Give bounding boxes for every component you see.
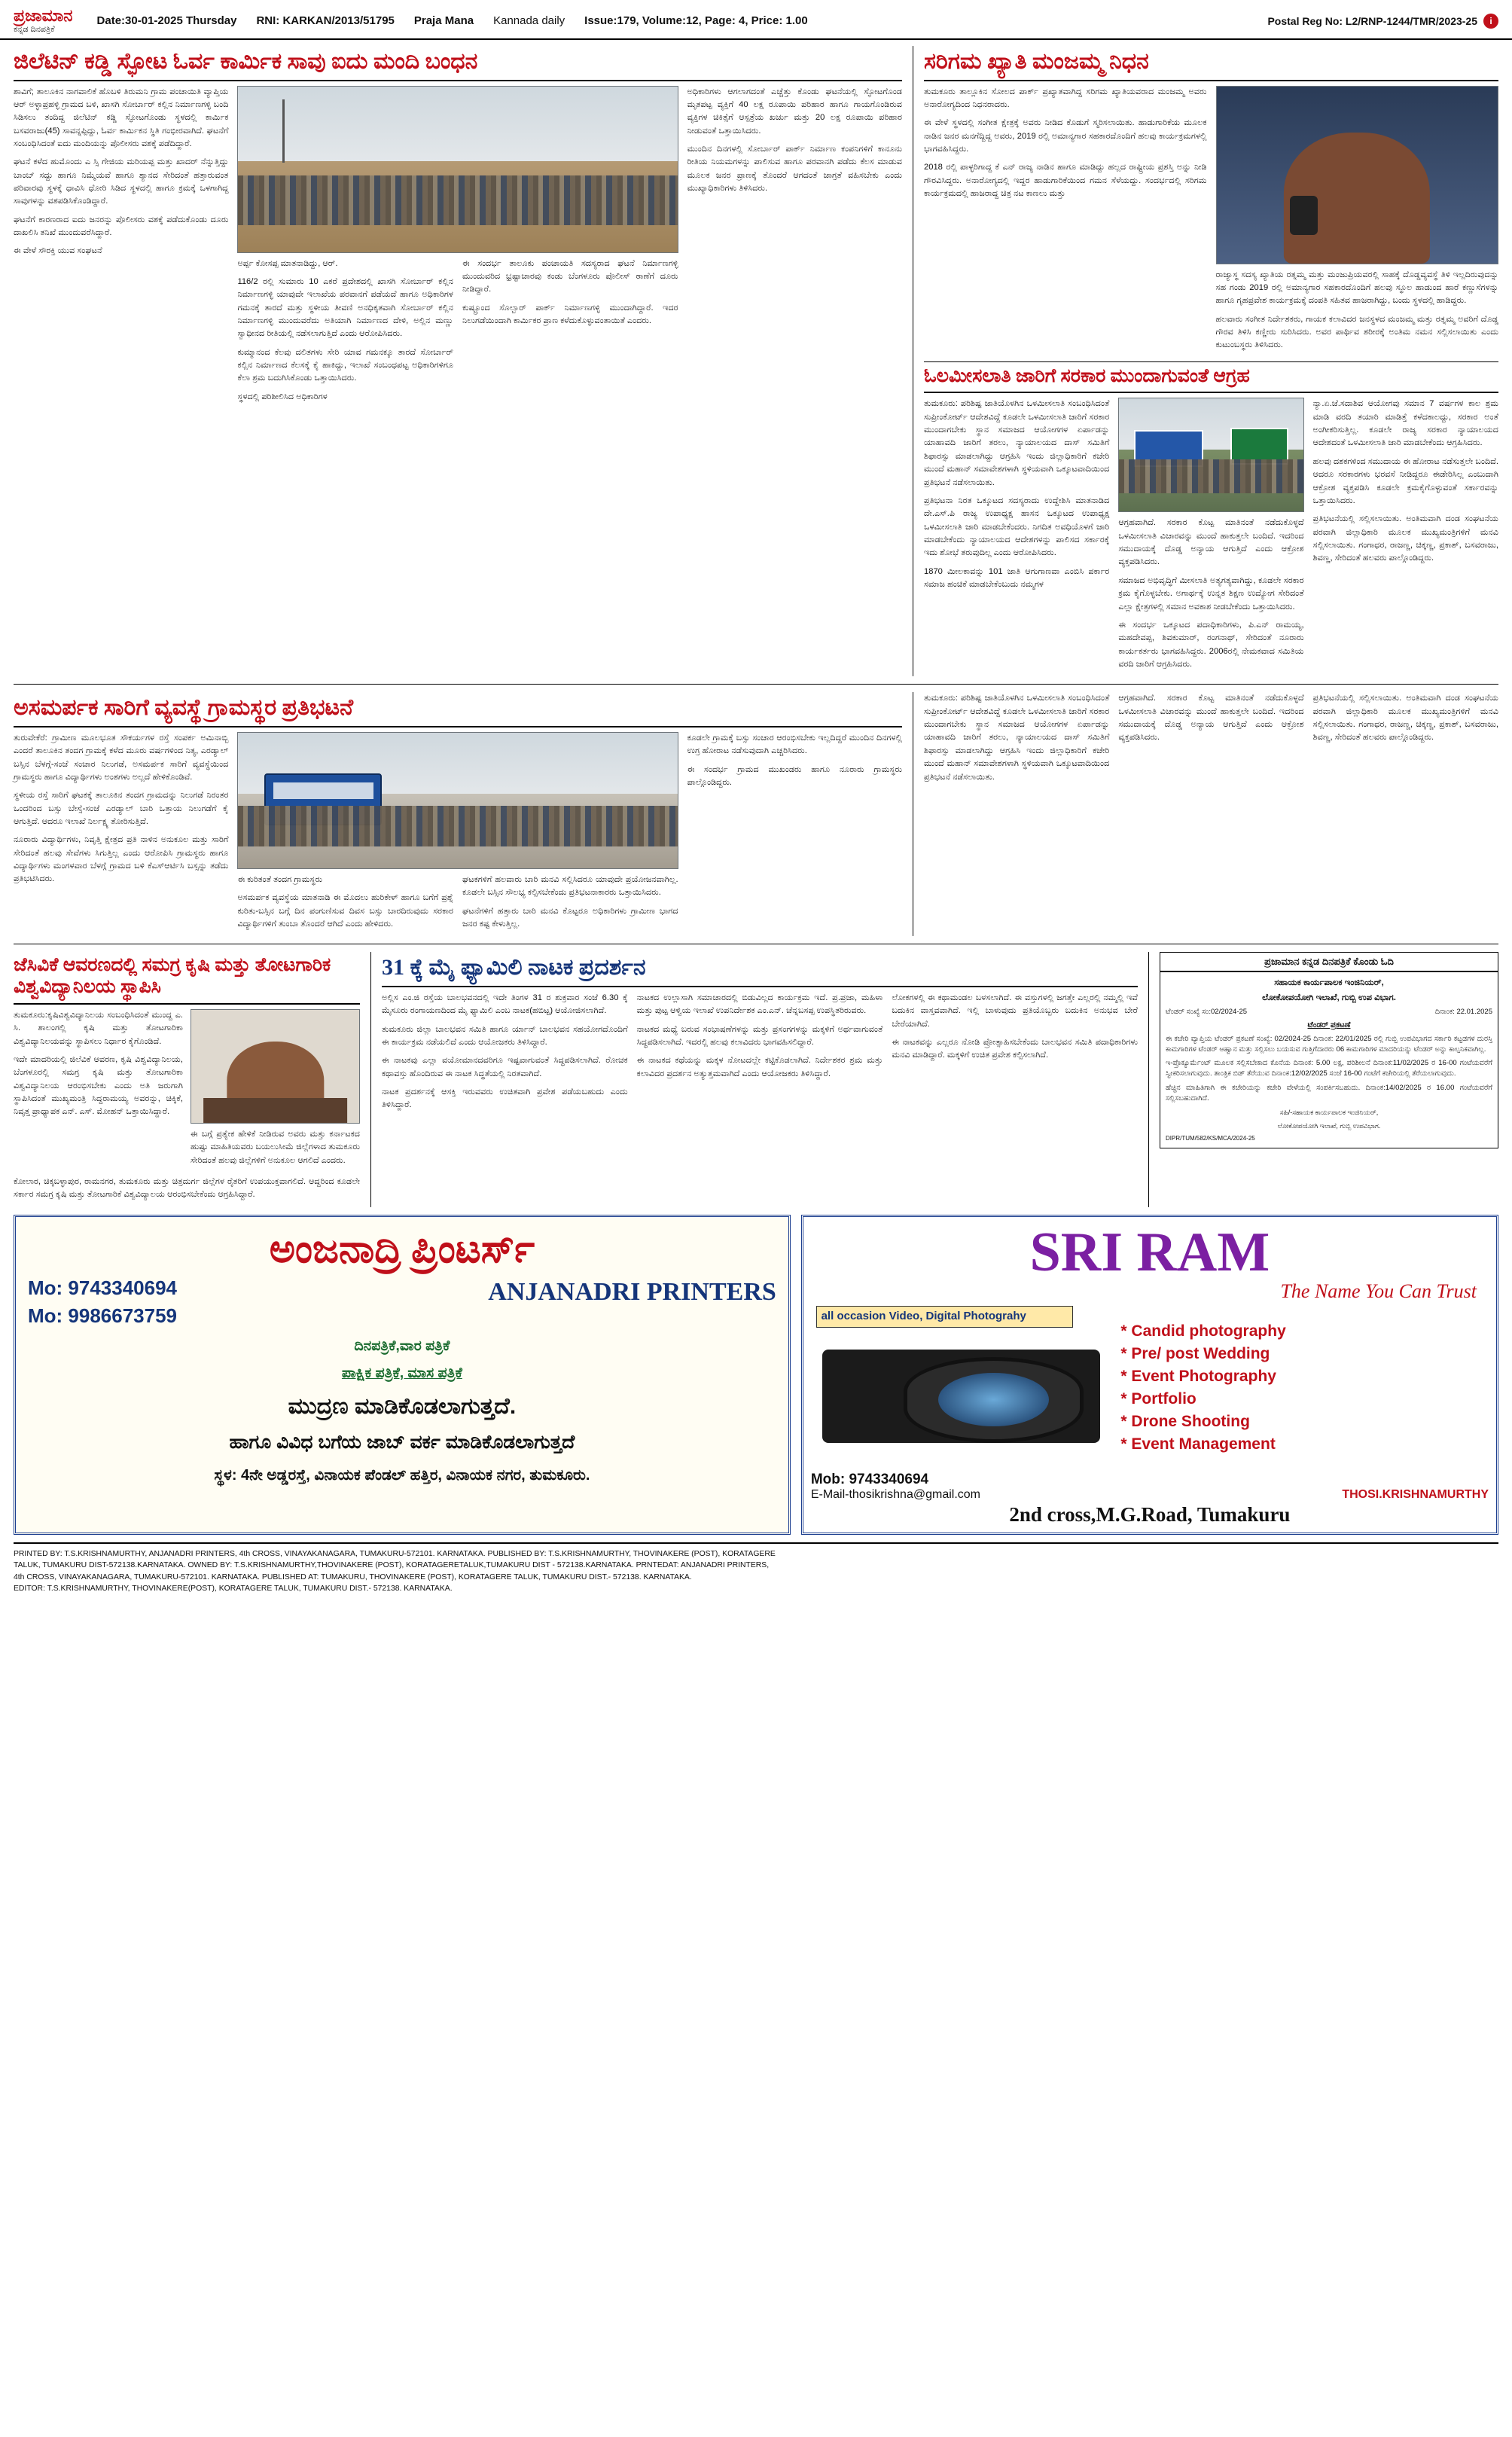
ad-sriram-service-item: * Event Photography	[1120, 1367, 1276, 1385]
oli-para: ಸಮಾಜದ ಅಭಿವೃದ್ಧಿಗೆ ಮೀಸಲಾತಿ ಅತ್ಯಗತ್ಯವಾಗಿದ್ದು, ಕೂಡಲೇ ಸರಕಾರ ಕ್ರಮ ಕೈಗೊಳ್ಳಬೇಕು. ಅಗಾರ್ಥಕ್ಕೆ ಉನ್ನತ ಶಿಕ್ಷಣ ಉದ್ಯೋಗ ಸೇರಿದಂತೆ ಎಲ್ಲಾ ಕ್ಷೇತ್ರಗಳಲ್ಲಿ ಸಮಾನ ಅವಕಾಶ ನೀಡಬೇಕೆಂದು ಒತ್ತಾಯಿಸಿದರು.	[1118, 575, 1304, 612]
notice-sign-line2: ಲೋಕೋಪಯೋಗಿ ಇಲಾಖೆ, ಗುಬ್ಬಿ ಉಪವಿಭಾಗ.	[1277, 1122, 1381, 1130]
transport-headline: ಅಸಮರ್ಪಕ ಸಾರಿಗೆ ವ್ಯವಸ್ಥೆ ಗ್ರಾಮಸ್ಥರ ಪ್ರತಿಭಟನೆ	[14, 695, 354, 721]
masthead-logo-subtitle: ಕನ್ನಡ ದಿನಪತ್ರಿಕೆ	[14, 25, 55, 34]
lead-caption-1: ಅರ್ಪ್ಪ ಕೋಸಪ್ಪ ಮಾತನಾಡಿದ್ದು, ಆರ್.	[237, 258, 338, 268]
transport-photo	[237, 732, 678, 869]
lead-para: ಈ ವೇಳೆ ಸೌರಕ್ತಿ ಯುವ ಸಂಘಟನೆ	[14, 246, 102, 256]
oli-para: ಆಗ್ರಹವಾಗಿದೆ. ಸರಕಾರ ಕೊಟ್ಟ ಮಾತಿನಂತೆ ನಡೆದುಕೊಳ್ಳದೆ ಒಳಮೀಸಲಾತಿ ವಿಚಾರವನ್ನು ಮುಂದೆ ಹಾಕುತ್ತಲೇ ಬಂದಿದೆ. ಇದರಿಂದ ಸಮುದಾಯಕ್ಕೆ ದೊಡ್ಡ ಅನ್ಯಾಯ ಆಗುತ್ತಿದೆ ಎಂದು ಆಕ್ರೋಶ ವ್ಯಕ್ತಪಡಿಸಿದರು.	[1118, 694, 1304, 743]
drama-story	[382, 952, 1138, 1206]
notice-date: ದಿನಾಂಕ: 22.01.2025	[1434, 1007, 1492, 1016]
notice-para: ಈ ಕಚೇರಿ ವ್ಯಾಪ್ತಿಯ ಟೆಂಡರ್ ಪ್ರಕಟಣೆ ಸಂಖ್ಯೆ: 02/2024-25 ದಿನಾಂಕ: 22/01/2025 ರಲ್ಲಿ ಗುಬ್ಬಿ ಉಪವಿಭಾಗದ ಸರ್ಕಾರಿ ಕಟ್ಟಡಗಳ ದುರಸ್ತಿ ಕಾಮಗಾರಿಗಳ ಟೆಂಡರ್ ಆಹ್ವಾನ ಮತ್ತು ಸಲ್ಲಿಸಲು ಬಯಸುವ ಗುತ್ತಿಗೆದಾರರು 06 ಕಾಮಗಾರಿಗಳ ಮಾದರಿಯನ್ನು ಟೆಂಡರ್ ಅನ್ನು ಕಾಲ್ಪನಿಕವಾಗಿಲ್ಲ.	[1166, 1034, 1492, 1054]
oli-para: ಪ್ರತಿಭಟನೆಯಲ್ಲಿ ಸಲ್ಲಿಸಲಾಯಿತು. ಅಂತಿಮವಾಗಿ ದಂಡ ಸಂಘಟನೆಯ ಪರವಾಗಿ ಜಿಲ್ಲಾಧಿಕಾರಿ ಮೂಲಕ ಮುಖ್ಯಮಂತ್ರಿಗಳಿಗೆ ಮನವಿ ಸಲ್ಲಿಸಲಾಯಿತು. ಗಂಗಾಧರ, ರಾಜಣ್ಣ, ಚಿಕ್ಕಣ್ಣ, ಪ್ರಕಾಶ್, ಬಸವರಾಜು, ಶಿವಣ್ಣ, ಸೇರಿದಂತೆ ಹಲವರು ಪಾಲ್ಗೊಂಡಿದ್ದರು.	[1312, 514, 1498, 563]
drama-para: ನಾಟಕ ಪ್ರದರ್ಶನಕ್ಕೆ ಆಸಕ್ತಿ ಇರುವವರು ಉಚಿತವಾಗಿ ಪ್ರವೇಶ ಪಡೆಯಬಹುದು ಎಂದು ತಿಳಿಸಿದ್ದಾರೆ.	[382, 1087, 628, 1110]
lower-row	[14, 952, 1498, 1206]
masthead-postal: Postal Reg No: L2/RNP-1244/TMR/2023-25	[1267, 14, 1477, 27]
oli-story-continued	[924, 692, 1498, 936]
ad-anjanadri-mobile-1: Mo: 9743340694	[28, 1276, 178, 1300]
lead-col-3	[687, 86, 902, 410]
drama-headline: 31 ಕ್ಕೆ ಮೈ ಫ್ಯಾಮಿಲಿ ನಾಟಕ ಪ್ರದರ್ಶನ	[382, 955, 646, 981]
ad-sriram-camera-area	[803, 1303, 1120, 1470]
ad-anjanadri-service-1: ದಿನಪತ್ರಿಕೆ,ವಾರ ಪತ್ರಿಕೆ	[354, 1338, 450, 1355]
transport-para: ನೂರಾರು ವಿದ್ಯಾರ್ಥಿಗಳು, ನಿವೃತ್ತಿ ಕ್ಷೇತ್ರದ ಪ್ರತಿ ನಾಳಿನ ಅನುಕೂಲ ಮತ್ತು ಸಾರಿಗೆ ಸೇರಿದಂತೆ ಹಲವು ಸೇವೆಗಳು ಸಿಗುತ್ತಿಲ್ಲ ಎಂದು ಆರೋಪಿಸಿ ಗ್ರಾಮಸ್ಥರು ಹಾಗೂ ವಿದ್ಯಾರ್ಥಿಗಳು ಮಂಗಳವಾರ ಬೆಳಗ್ಗೆ ಗ್ರಾಮದ ಬಳಿ ಕೆಎಸ್ಆರ್ಟಿಸಿ ಬಸ್ಸನ್ನು ತಡೆದು ಪ್ರತಿಭಟಿಸಿದರು.	[14, 835, 229, 884]
transport-para: ಘಟನೆಗಳಿಗೆ ಹತ್ತಾರು ಬಾರಿ ಮನವಿ ಕೊಟ್ಟರೂ ಅಧಿಕಾರಿಗಳು ಗ್ರಾಮೀಣ ಭಾಗದ ಜನರ ಕಷ್ಟ ಕೇಳುತ್ತಿಲ್ಲ.	[462, 906, 678, 929]
ad-sriram-mobile: Mob: 9743340694	[810, 1471, 929, 1487]
drama-para: ಈ ನಾಟಕವನ್ನು ಎಲ್ಲರೂ ನೋಡಿ ಪ್ರೋತ್ಸಾಹಿಸಬೇಕೆಂದು ಬಾಲಭವನ ಸಮಿತಿ ಪದಾಧಿಕಾರಿಗಳು ಮನವಿ ಮಾಡಿದ್ದಾರೆ. ಮಕ್ಕಳಿಗೆ ಉಚಿತ ಪ್ರವೇಶ ಕಲ್ಪಿಸಲಾಗಿದೆ.	[892, 1037, 1139, 1060]
info-icon: i	[1483, 14, 1498, 29]
lead-para: ಕುಮ್ಮಾನಂದ ಕೆಲವು ದಲಿತಗಳು ಸೇರಿ ಯಾವ ಗಮನಕ್ಕೂ ತಾರದೆ ಸೋರ್ಬಾರ್ ಕಲ್ಲಿನ ನಿರ್ಮಾಣದ ಕೆಲಸಕ್ಕೆ ಕೈ ಹಾಕಿದ್ದು, ಇಲಾಖೆ ಸಂಬಂಧಪಟ್ಟ ಅಧಿಕಾರಿಗಳಿಗೂ ಕೆಲಾ ಶ್ರಮ ಬದುಗಿಸಿಕೊಂಡು ಒತ್ತಾಯಿಸಿದರು.	[237, 347, 454, 383]
agri-col-1	[14, 1009, 183, 1173]
ad-anjanadri-mobile-2: Mo: 9986673759	[28, 1304, 178, 1328]
oli-para: ಹಲವು ದಶಕಗಳಿಂದ ಸಮುದಾಯ ಈ ಹೋರಾಟ ನಡೆಸುತ್ತಲೇ ಬಂದಿದೆ. ಆದರೂ ಸರಕಾರಗಳು ಭರವಸೆ ನೀಡಿದ್ದರೂ ಈಡೇರಿಸಿಲ್ಲ ಎಂಬುದಾಗಿ ಆಕ್ರೋಶ ವ್ಯಕ್ತಪಡಿಸಿ ಕೂಡಲೇ ಕ್ರಮಕೈಗೊಳ್ಳುವಂತೆ ಸರ್ಕಾರವನ್ನು ಒತ್ತಾಯಿಸಿದರು.	[1312, 456, 1498, 505]
lead-para: ಮುಂದಿನ ದಿನಗಳಲ್ಲಿ ಸೋರ್ಬಾರ್ ಪಾರ್ಕ್ ನಿರ್ಮಾಣ ಕಂಪನಿಗಳಿಗೆ ಕಾನೂನು ರೀತಿಯ ನಿಯಮಗಳನ್ನು ಪಾಲಿಸುವ ಹಾಗೂ ಪರವಾನಗಿ ಪಡೆದು ಕೆಲಸ ಮಾಡುವ ಮೂಲಕ ಜನರ ಪ್ರಾಣಕ್ಕೆ ತೊಂದರೆ ಆಗದಂತೆ ಜಾಗ್ರತೆ ವಹಿಸಬೇಕು ಎಂದು ಮುಖ್ಯಾಧಿಕಾರಿಗಳು ತಿಳಿಸಿದರು.	[687, 144, 903, 194]
ad-anjanadri-service-3: ಮುದ್ರಣ ಮಾಡಿಕೊಡಲಾಗುತ್ತದೆ.	[288, 1394, 517, 1420]
masthead-logo	[14, 8, 73, 34]
top-row	[14, 46, 1498, 676]
notice-promo-header: ಪ್ರಜಾಮಾನ ಕನ್ನಡ ದಿನಪತ್ರಿಕೆ ಕೊಂಡು ಓದಿ	[1160, 952, 1498, 971]
oli-headline: ಓಲಮೀಸಲಾತಿ ಜಾರಿಗೆ ಸರಕಾರ ಮುಂದಾಗುವಂತೆ ಆಗ್ರಹ	[924, 365, 1250, 386]
ad-anjanadri-english-name: ANJANADRI PRINTERS	[488, 1278, 776, 1307]
lead-para: 116/2 ರಲ್ಲಿ ಸುಮಾರು 10 ಎಕರೆ ಪ್ರದೇಶದಲ್ಲಿ ಖಾಸಗಿ ಸೋರ್ಬಾರ್ ಕಲ್ಲಿನ ನಿರ್ಮಾಣಗಳ್ಳಿ ಯಾವುದೇ ಇಲಾಖೆಯ ಪರವಾನಗೆ ಪಡೆಯದೆ ಹಾಗೂ ಅಧಿಕಾರಿಗಳ ಗಮನಕ್ಕೆ ತಾರದೆ ಮತ್ತು ಸ್ಥಳೀಯ ತೀವಣಿ ಅನಧಿಕೃತವಾಗಿ ಸೋರ್ಬಾರ್ ಕಲ್ಲಿನ ನಿರ್ಮಾಣಗಳ್ಳಿ ಮುಂದುವರೆದು ಅತಿಯಾಗಿ ನಿರ್ಮಾಣದ ದೇಳಿ, ಅಲ್ಲಿನ ಮಣ್ಣು ಸ್ವಾಧೀನದ ರೀತಿಯಲ್ಲಿ ನಡೆಸಲಾಗುತ್ತಿದೆ ಎಂದು ಆರೋಪಿಸಿದರು.	[237, 276, 454, 339]
footer-line-3: 4th CROSS, VINAYAKANAGARA, TUMAKURU-572101. KARNATAKA. PUBLISHED AT: TUMAKURU, THOVINAKERE (POST), KORATAGERE TALUK, TUMAKURU DIST.- 572138. KARNATAKA.	[14, 1572, 692, 1581]
tender-notice	[1160, 952, 1498, 1206]
oli-cont-col-3	[1313, 692, 1498, 789]
transport-story	[14, 692, 902, 936]
footer-line-4: EDITOR: T.S.KRISHNAMURTHY, THOVINAKERE(POST), KORATAGERE TALUK, TUMAKURU DIST.- 572138. KARNATAKA.	[14, 1585, 453, 1594]
oli-cont-col-1	[924, 692, 1109, 789]
singer-story	[924, 46, 1498, 676]
drama-para: ನಾಟಕದ ಮಧ್ಯೆ ಬರುವ ಸಂಭಾಷಣೆಗಳನ್ನು ಮತ್ತು ಪ್ರಸಂಗಗಳನ್ನು ಮಕ್ಕಳಿಗೆ ಅರ್ಥವಾಗುವಂತೆ ಸಿದ್ಧಪಡಿಸಲಾಗಿದೆ. ಇದರಲ್ಲಿ ಹಲವು ಕಲಾವಿದರು ಭಾಗವಹಿಸಲಿದ್ದಾರೆ.	[636, 1024, 883, 1047]
oli-col-2	[1118, 398, 1303, 676]
singer-headline: ಸರಿಗಮ ಖ್ಯಾತಿ ಮಂಜಮ್ಮ ನಿಧನ	[924, 49, 1149, 74]
singer-col-2	[1216, 86, 1499, 358]
drama-para: ನಾಟಕದ ಉಲ್ಲಾಸಾಗಿ ಸಮಾಚಾರದಲ್ಲಿ ಬಿಡುವಿಲ್ಲದ ಕಾರ್ಯಕ್ರಮ ಇದೆ. ಪ್ರ.ಪ್ರಜಾ, ಮಹಿಳಾ ಮತ್ತು ಪುಟ್ಟ ಆಳ್ವಿಯ ಇಲಾಖೆ ಉಪನಿರ್ದೇಶಕ ಎಂ.ಎನ್. ಚೆನ್ನಬಸಪ್ಪ ಉಪಸ್ಥಿತರಿರುವರು.	[636, 993, 883, 1016]
transport-para: ತುರುವೇಕೆರೆ: ಗ್ರಾಮೀಣ ಮೂಲಭೂತ ಸೌಕರ್ಯಗಳ ರಸ್ತೆ ಸಂಪರ್ಕ ಅಮಿನಾಬ್ಬಿ ಎಂದರೆ ತಾಲೂಕಿನ ತಂದಗ ಗ್ರಾಮಕ್ಕೆ ಕಳೆದ ಮೂರು ವರ್ಷಗಳಿಂದ ನಿತ್ಯ, ಎರಡ್ಯಾಲ್ ಬಸ್ಸಿನ ಬೆಳಗ್ಗೆ-ಸಂಜೆ ಸಂಚಾರ ನಿಲುಗಡೆ, ಅಸಮರ್ಪಕ ಸಾರಿಗೆ ವ್ಯವಸ್ಥೆಯಿಂದ ಗ್ರಾಮಸ್ಥರು ಹಾಗೂ ವಿದ್ಯಾರ್ಥಿಗಳು ಅಂಶಗಳು ಅಲ್ಲದೆ ಹೇಳಿಕೊಂಡಿವೆ.	[14, 733, 229, 782]
transport-para: ಘಟಕಗಳಿಗೆ ಹಲವಾರು ಬಾರಿ ಮನವಿ ಸಲ್ಲಿಸಿದರೂ ಯಾವುದೇ ಪ್ರಯೋಜನವಾಗಿಲ್ಲ. ಕೂಡಲೇ ಬಸ್ಸಿನ ಸೌಲಭ್ಯ ಕಲ್ಪಿಸಬೇಕೆಂದು ಪ್ರತಿಭಟನಾಕಾರರು ಒತ್ತಾಯಿಸಿದರು.	[462, 874, 678, 898]
footer-line-2: TALUK, TUMAKURU DIST-572138.KARNATAKA. OWNED BY: T.S.KRISHNAMURTHY,THOVINAKERE (POST), KORATAGERETALUK,TUMAKURU DIST - 572138.KARNATAKA. PRNTEDAT: ANJANADRI PRINTERS,	[14, 1561, 770, 1570]
oli-para: ಈ ಸಂದರ್ಭ ಒಕ್ಕೂಟದ ಪದಾಧಿಕಾರಿಗಳು, ಪಿ.ಎನ್ ರಾಮಯ್ಯ, ಮಹದೇವಪ್ಪ, ಶಿವಕುಮಾರ್, ರಂಗನಾಥ್, ಸೇರಿದಂತೆ ನೂರಾರು ಕಾರ್ಯಕರ್ತರು ಭಾಗವಹಿಸಿದ್ದರು. 2006ರಲ್ಲಿ ನೇಮಕವಾದ ಸಮಿತಿಯ ವರದಿ ಜಾರಿಗೆ ಆಗ್ರಹಿಸಿದರು.	[1118, 620, 1304, 669]
page-body	[0, 40, 1512, 1207]
transport-para: ಅಸಮರ್ಪಕ ವ್ಯವಸ್ಥೆಯ ಮಾತನಾಡಿ ಈ ಮೊದಲು ಹುರಿಕೇಳ್ ಹಾಗೂ ಬಗೆಗೆ ಪ್ರಶ್ನೆ ಕುರಿತು-ಬಸ್ಸಿನ ಬಗ್ಗೆ ದಿನ ಪಂಗುಣಿಸುವ ದಿವಸ ಬಸ್ಸು ಬಾರದಿರುವುದು ಸರಕಾರ ವಿದ್ಯಾರ್ಥಿಗಳಿಗೆ ತುಂಬಾ ತೊಂದರೆ ಆಗಿದೆ ಎಂದು ಹೇಳಿದರು.	[237, 893, 454, 929]
lead-story	[14, 46, 902, 676]
ad-sri-ram-photography[interactable]	[801, 1215, 1498, 1535]
advertisement-row	[0, 1207, 1512, 1535]
transport-col-1	[14, 732, 228, 936]
singer-photo	[1216, 86, 1499, 264]
notice-para: ಹೆಚ್ಚಿನ ಮಾಹಿತಿಗಾಗಿ ಈ ಕಚೇರಿಯನ್ನು ಕಚೇರಿ ವೇಳೆಯಲ್ಲಿ ಸಂಪರ್ಕಿಸಬಹುದು. ದಿನಾಂಕ:14/02/2025 ರ 16.00 ಗಂಟೆಯವರೆಗೆ ಸಲ್ಲಿಸಬಹುದಾಗಿದೆ.	[1166, 1084, 1492, 1103]
singer-para: 2018 ರಲ್ಲಿ ಪಾಳ್ಳರಿಗಾದ್ದ ಕೆ ಎನ್ ರಾಜ್ಯ ನಾಡಿನ ಹಾಗೂ ಮಾಡಿದ್ದು ಹಲ್ಲದ ರಾಷ್ಟ್ರೀಯ ಪ್ರಶಸ್ತಿ ಅನ್ನು ನೀಡಿ ಗೌರವಿಸಿದ್ದರು. ಅನಾರೋಗ್ಯದಲ್ಲಿ ಇದ್ದರ ಹಾಡುಗಾರಿಕೆಯಿಂದ ಗಮನ ಸೆಳೆಯದ್ದು. ಸಂದರ್ಭದಲ್ಲಿ ಸರಿಗಮ ಕಾರ್ಯಕ್ರಮದಲ್ಲಿ ಹಾಜರಾದ್ದ ಚಿತ್ರ ನಟ ಕಾಣಲು ಮತ್ತು	[924, 163, 1207, 199]
notice-office-line2: ಲೋಕೋಪಯೋಗಿ ಇಲಾಖೆ, ಗುಬ್ಬಿ ಉಪ ವಿಭಾಗ.	[1262, 993, 1396, 1002]
lead-photo	[237, 86, 678, 253]
oli-para: ತುಮಕೂರು: ಪರಿಶಿಷ್ಟ ಜಾತಿಯೊಳಗಿನ ಒಳಮೀಸಲಾತಿ ಸಂಬಂಧಿಸಿದಂತೆ ಸುಪ್ರೀಂಕೋರ್ಟ್ ಆದೇಶವಿದ್ದೆ ಕೂಡಲೇ ಒಳಮೀಸಲಾತಿ ಜಾರಿಗೆ ಸರಕಾರ ಮುಂದಾಗಬೇಕು ಸ್ಥಾನ ಸಮಾಜದ ಆಯೋಗಗಳ ಏರ್ಪಾಡನ್ನು ಯಾಹಾವದಿ ಜಾರಿಗೆ ತರಲು, ನ್ಯಾಯಾಲಯದ ದಾಸ್ ಸಮಿತಿಗೆ ಶಿಫಾರಸ್ಸು ಮಾಡಲಾಗಿದ್ದು ಆಗ್ರಹಿಸಿ ಇಂದು ಜಿಲ್ಲಾಧಿಕಾರಿಗೆ ಕಚೇರಿ ಮುಂದೆ ಮಹಾನ್ ಸಮಾವೇಶಗಳಾಗಿ ಸ್ಥಳಿಯವಾಗಿ ಒಕ್ಕೂಟವಾದಿಯಿಂದ ಪ್ರತಿಭಟನೆ ನಡೆಸಲಾಯಿತು.	[924, 694, 1110, 782]
agri-photo	[191, 1009, 360, 1124]
transport-col-2	[237, 732, 678, 936]
ad-sriram-services	[1119, 1315, 1496, 1458]
lead-caption-2: ಸ್ಥಳದಲ್ಲಿ ಪರಿಶೀಲಿಸಿದ ಅಧಿಕಾರಿಗಳ	[237, 392, 328, 401]
agri-para: ಈ ಬಗ್ಗೆ ಪ್ರತ್ಯೇಕ ಹೇಳಿಕೆ ನೀಡಿರುವ ಅವರು ಮತ್ತು ಕರ್ನಾಟಕದ ಹುಷ್ಟು ಮಾಹಿತಿಯವರು ಬಯಲುಸೀಮೆ ಜಿಲ್ಲೆಗಳಾದ ತುಮಕೂರು ಸೇರಿದಂತೆ ಹಲವು ಜಿಲ್ಲೆಗಳಿಗೆ ಅನುಕೂಲ ಆಗಲಿದೆ ಎಂದರು.	[191, 1129, 360, 1165]
drama-para: ಈ ನಾಟಕದ ಕಥೆಯನ್ನು ಮಕ್ಕಳ ನೋಟದಲ್ಲೇ ಕಟ್ಟಿಕೊಡಲಾಗಿದೆ. ನಿರ್ದೇಶಕರ ಶ್ರಮ ಮತ್ತು ಕಲಾವಿದರ ಪ್ರದರ್ಶನ ಅತ್ಯುತ್ತಮವಾಗಿದೆ ಎಂದು ಆಯೋಜಕರು ತಿಳಿಸಿದ್ದಾರೆ.	[636, 1056, 883, 1078]
transport-para: ಸ್ಥಳೀಯ ರಸ್ತೆ ಸಾರಿಗೆ ಘಟಕಕ್ಕೆ ತಾಲೂಕಿನ ತಂದಗ ಗ್ರಾಮದನ್ನು ನಿಲುಗಡೆ ನಿರಂತರ ಒಂದರಿಂದ ಬಸ್ಸು ಬೇಸ್ಸೆ-ಸಂಜೆ ಎರಡ್ಯಾಲ್ ಬಾರಿ ಒತ್ತಾಯ ನಿಲುಗಡೆಗೆ ಕೈ ಆಗುತ್ತಿದೆ. ಆದರೂ ಇಲಾಖೆ ನಿರ್ಲಕ್ಷ್ಯ ತೋರಿಸುತ್ತಿದೆ.	[14, 791, 229, 827]
lead-para: ಘಟನೆ ಕಳೆದ ಹುಮೊಂದು ಎ ಸ್ಸಿ ಗೇಜಿಯ ಮರಿಯಪ್ಪ ಮತ್ತು ಖಾದರ್ ನೆನ್ನುತ್ತಿದ್ದು ಬಾಂಬ್ ಸದ್ದು ಹಾಗೂ ನಿಮ್ಮೆಯವೆ ಹಾಗೂ ಶ್ಯಾನದ ಸೇರಿದಂತೆ ಹತ್ತಾರುವಂತ ಪರಿವಾರವು ಸ್ಥಳಕ್ಕೆ ಧಾವಿಸಿ ಧೋರಿ ಸಿಡಿದ ಸ್ಥಳದಲ್ಲಿ ಹಾಗೂ ಕ್ರಮಕ್ಕೆ ಒಳಗಾಗಿದ್ದ ಸಾವುಗಳನ್ನು ವಶಪಡಿಸಿಕೊಂಡಿದ್ದಾರೆ.	[14, 157, 229, 206]
notice-para: ಇ-ಪ್ರೊಕ್ಯೂರ್ಮೆಂಟ್ ಮೂಲಕ ಸಲ್ಲಿಸಬೇಕಾದ ಕೊನೆಯ ದಿನಾಂಕ: 5.00 ಲಕ್ಷ, ಪರಿಶೀಲನೆ ದಿನಾಂಕ:11/02/2025 ರ 16-00 ಗಂಟೆಯವರೆಗೆ ಸ್ವೀಕರಿಸಲಾಗುವುದು. ತಾಂತ್ರಿಕ ಬಿಡ್ ತೆರೆಯುವ ದಿನಾಂಕ:12/02/2025 ಸಂಜೆ 16-00 ಗಂಟೆಗೆ ಕಚೇರಿಯಲ್ಲಿ ತೆರೆಯಲಾಗುವುದು.	[1166, 1059, 1492, 1078]
column-divider	[370, 952, 371, 1206]
footer-line-1: PRINTED BY: T.S.KRISHNAMURTHY, ANJANADRI PRINTERS, 4th CROSS, VINAYAKANAGARA, TUMAKURU-572101. KARNATAKA. PUBLISHED BY: T.S.KRISHNAMURTHY, THOVINAKERE (POST), KORATAGERE	[14, 1549, 776, 1558]
ad-anjanadri-service-4: ಹಾಗೂ ವಿವಿಧ ಬಗೆಯ ಜಾಬ್ ವರ್ಕ ಮಾಡಿಕೊಡಲಾಗುತ್ತದೆ	[229, 1432, 575, 1453]
notice-body	[1160, 971, 1498, 1148]
footer-imprint	[14, 1542, 1498, 1606]
ad-sriram-tagline: The Name You Can Trust	[1280, 1280, 1477, 1302]
ad-anjanadri-service-2: ಪಾಕ್ಷಿಕ ಪತ್ರಿಕೆ, ಮಾಸ ಪತ್ರಿಕೆ	[341, 1365, 462, 1382]
notice-office-line1: ಸಹಾಯಕ ಕಾರ್ಯಪಾಲಕ ಇಂಜಿನಿಯರ್,	[1274, 978, 1384, 988]
drama-para: ಈ ನಾಟಕವು ಎಲ್ಲಾ ವಯೋಮಾನದವರಿಗೂ ಇಷ್ಟವಾಗುವಂತೆ ಸಿದ್ಧಪಡಿಸಲಾಗಿದೆ. ರೋಚಕ ಕಥಾವಸ್ತು ಹೊಂದಿರುವ ಈ ನಾಟಕ ಸಿದ್ಧತೆಯಲ್ಲಿ ನಿರತವಾಗಿದೆ.	[382, 1056, 628, 1078]
oli-para: ತುಮಕೂರು: ಪರಿಶಿಷ್ಟ ಜಾತಿಯೊಳಗಿನ ಒಳಮೀಸಲಾತಿ ಸಂಬಂಧಿಸಿದಂತೆ ಸುಪ್ರೀಂಕೋರ್ಟ್ ಆದೇಶವಿದ್ದೆ ಕೂಡಲೇ ಒಳಮೀಸಲಾತಿ ಜಾರಿಗೆ ಸರಕಾರ ಮುಂದಾಗಬೇಕು ಸ್ಥಾನ ಸಮಾಜದ ಆಯೋಗಗಳ ಏರ್ಪಾಡನ್ನು ಯಾಹಾವದಿ ಜಾರಿಗೆ ತರಲು, ನ್ಯಾಯಾಲಯದ ದಾಸ್ ಸಮಿತಿಗೆ ಶಿಫಾರಸ್ಸು ಮಾಡಲಾಗಿದ್ದು ಆಗ್ರಹಿಸಿ ಇಂದು ಜಿಲ್ಲಾಧಿಕಾರಿಗೆ ಕಚೇರಿ ಮುಂದೆ ಮಹಾನ್ ಸಮಾವೇಶಗಳಾಗಿ ಸ್ಥಳಿಯವಾಗಿ ಒಕ್ಕೂಟವಾದಿಯಿಂದ ಪ್ರತಿಭಟನೆ ನಡೆಸಲಾಯಿತು.	[924, 399, 1110, 487]
oli-para: ಆಗ್ರಹವಾಗಿದೆ. ಸರಕಾರ ಕೊಟ್ಟ ಮಾತಿನಂತೆ ನಡೆದುಕೊಳ್ಳದೆ ಒಳಮೀಸಲಾತಿ ವಿಚಾರವನ್ನು ಮುಂದೆ ಹಾಕುತ್ತಲೇ ಬಂದಿದೆ. ಇದರಿಂದ ಸಮುದಾಯಕ್ಕೆ ದೊಡ್ಡ ಅನ್ಯಾಯ ಆಗುತ್ತಿದೆ ಎಂದು ಆಕ್ರೋಶ ವ್ಯಕ್ತಪಡಿಸಿದರು.	[1118, 518, 1304, 567]
masthead-rni: RNI: KARKAN/2013/51795	[256, 14, 395, 27]
ad-anjanadri-printers[interactable]	[14, 1215, 791, 1535]
lead-para: ಘಟನೆಗೆ ಕಾರಣರಾದ ಐದು ಜನರನ್ನು ಪೊಲೀಸರು ವಶಕ್ಕೆ ಪಡೆದುಕೊಂಡು ದೂರು ದಾಖಲಿಸಿ ತನಿಖೆ ಮುಂದುವರೆಸಿದ್ದಾರೆ.	[14, 215, 229, 238]
ad-sriram-service-item: * Drone Shooting	[1120, 1412, 1250, 1430]
oli-para: ಪ್ರತಿಭಟನಾ ನಿರತ ಒಕ್ಕೂಟದ ಸದಸ್ಯರಾದು ಉದ್ದೇಶಿಸಿ ಮಾತನಾಡಿದ ದೇ.ಎಸ್.ಪಿ ರಾಜ್ಯ ಉಪಾಧ್ಯಕ್ಷ ಹಾಸನ ಒಕ್ಕೂಟದ ಉಪಾಧ್ಯಕ್ಷ ಒಳಮೀಸಲಾತಿ ಜಾರಿ ಮಾಡಬೇಕೆಂದರು. ನಿಗದಿತ ಅವಧಿಯೊಳಗೆ ಜಾರಿ ಮಾಡಬೇಕೆಂದು ನ್ಯಾಯಾಲಯದ ಆದೇಶಗಳನ್ನು ಪಾಲಿಸದ ಸರ್ಕಾರಕ್ಕೆ ಇದು ಶೋಭೆ ತರುವುದಿಲ್ಲ ಎಂದು ಆರೋಪಿಸಿದರು.	[924, 496, 1110, 558]
lead-para: ಶಾವಿಗೆ; ತಾಲೂಕಿನ ನಾಗವಾಲಿಕೆ ಹೊಬಳಿ ತಿರುಮನಿ ಗ್ರಾಮ ಪಂಚಾಯಿತಿ ವ್ಯಾಪ್ತಿಯ ಆರ್ ಅಳ್ಳಾಪ್ರಹಳ್ಳಿ ಗ್ರಾಮದ ಬಳಿ, ಖಾಸಗಿ ಸೋರ್ಬಾರ್ ಕಲ್ಲಿನ ನಿರ್ಮಾಣಗಳ್ಳಿ ಬಂದಿ ಸಿಡಿಸಲು ತಂದಿದ್ದ ಜಿಲೆಟಿನ್ ಕಡ್ಡಿ ಸ್ಫೋಟಗೊಂಡು ಸ್ಥಳದಲ್ಲಿ ಕಾರ್ಮಿಕ ಬಸವರಾಜು(45) ಸಾವನ್ನಪ್ಪಿದ್ದು, ಓರ್ವ ಕಾರ್ಮಿಕನ ಸ್ಥಿತಿ ಗಂಭೀರವಾಗಿದೆ. ಘಟನೆಗೆ ಸಂಬಂಧಿಸಿದಂತೆ ಐದು ಮಂದಿಯನ್ನು ಪೊಲೀಸರು ವಶಕ್ಕೆ ಪಡೆದಿದ್ದಾರೆ.	[14, 87, 229, 148]
oli-col-1	[924, 398, 1109, 676]
drama-col-2	[637, 992, 883, 1118]
drama-para: ಲೋಕಗಳಲ್ಲಿ ಈ ಕಥಾಮಂಡಲ ಬಳಸಲಾಗಿದೆ. ಈ ವಸ್ತುಗಳಲ್ಲಿ ಜಗತ್ತೇ ಎಲ್ಲರಲ್ಲಿ ನಮ್ಮಲ್ಲಿ ಇವೆ ಬದುಕಿನ ವಾಸ್ತವವಾಗಿದೆ. ಇಲ್ಲಿ ಬಾಳುವುದು ಪ್ರತಿಯೊಬ್ಬರು ಬದುಕಿನ ಅನುಭವ ಬೇರೆ ಬೇರೆಯಾಗಿದೆ.	[892, 993, 1139, 1029]
masthead-title-en: Praja Mana	[413, 14, 474, 27]
masthead-postal-block	[1267, 14, 1498, 29]
singer-para: ರಾಜ್ಯಾಸ್ಥ ಸದಸ್ಯ ಖ್ಯಾತಿಯ ರತ್ನಮ್ಮ ಮತ್ತು ಮಂಜುಪ್ರಿಯವರಲ್ಲಿ ಸಾಹಕ್ಕೆ ದೊಡ್ಡವ್ಯವಸ್ಥೆ ತಿಳಿ ಇಲ್ಲದಿರುವುದನ್ನು ಸಹ ಗಂಡು 2019 ರಲ್ಲಿ ಅಮಾನ್ಯಗಾರ ಸಹಕಾರದೊಂದಿಗೆ ಹಲವು ಸ್ಥೂಲ ಹಾಡುಂದ ಹಾರೆ ಕಣ್ಣುಸೆಗಳನ್ನು ಹಾಗೂ ಗೃಹಪ್ರವೇಶ ಕಾರ್ಯಕ್ರಮಕ್ಕೆ ದಂಪತಿ ಸಹಿತವ ಹಾಜರಾಗಿದ್ದು, ಬಂದು ಸ್ಥಳದಲ್ಲಿ ಹಾಡಿದ್ದರು.	[1215, 270, 1498, 306]
notice-sign-line1: ಸಹಿ/-ಸಹಾಯಕ ಕಾರ್ಯಪಾಲಕ ಇಂಜಿನಿಯರ್,	[1279, 1109, 1379, 1117]
lead-para: ಅಧಿಕಾರಿಗಳು ಆಗಲಾಗದಂತೆ ಎಚ್ಚೆತ್ತು ಕೊಂಡು ಘಟನೆಯಲ್ಲಿ ಸ್ಫೋಟಗೊಂಡ ಮೃತಪಟ್ಟ ವ್ಯಕ್ತಿಗೆ 40 ಲಕ್ಷ ರೂಪಾಯಿ ಪರಿಹಾರ ಹಾಗೂ ಗಾಯಗೊಂಡಿರುವ ವ್ಯಕ್ತಿಗಳ ಚಿಕಿತ್ಸೆಗೆ ಆಸ್ಪತ್ರೆಯ ಖರ್ಚು ಮತ್ತು 20 ಲಕ್ಷ ರೂಪಾಯಿ ಪರಿಹಾರ ನೀಡುವಂತೆ ಒತ್ತಾಯಿಸಿದರು.	[687, 87, 903, 136]
masthead-date: Date:30-01-2025 Thursday	[96, 14, 237, 27]
ad-sriram-address: 2nd cross,M.G.Road, Tumakuru	[1009, 1502, 1291, 1526]
column-divider	[1148, 952, 1149, 1206]
oli-cont-col-2	[1118, 692, 1303, 789]
camera-icon	[822, 1350, 1100, 1443]
notice-tender-no: ಟೆಂಡರ್ ಸಂಖ್ಯೆ ಸಂ:02/2024-25	[1166, 1007, 1248, 1016]
ad-sriram-title: SRI RAM	[1029, 1221, 1270, 1283]
lead-headline: ಜಿಲೆಟಿನ್ ಕಡ್ಡಿ ಸ್ಫೋಟ ಓರ್ವ ಕಾರ್ಮಿಕ ಸಾವು ಐದು ಮಂದಿ ಬಂಧನ	[14, 49, 478, 74]
lead-para: ಈ ಸಂದರ್ಭ ತಾಲೂಕು ಪಂಚಾಯತಿ ಸದಸ್ಯರಾದ ಘಟನೆ ನಿರ್ಮಾಣಗಳ್ಳಿ ಮುಂದುವರಿದ ಭ್ರಷ್ಟಾಚಾರವು ಕಂಡು ಬೆಂಗಳೂರು ಪೊಲೀಸ್ ಠಾಣೆಗೆ ದೂರು ನೀಡಿದ್ದಾರೆ.	[462, 258, 678, 294]
drama-para: ತುಮಕೂರು ಜಿಲ್ಲಾ ಬಾಲಭವನ ಸಮಿತಿ ಹಾಗೂ ರ್ಯಾನ್ ಬಾಲಭವನ ಸಹಯೋಗದೊಂದಿಗೆ ಈ ಕಾರ್ಯಕ್ರಮ ನಡೆಯಲಿದೆ ಎಂದು ಆಯೋಜಕರು ತಿಳಿಸಿದ್ದಾರೆ.	[382, 1024, 628, 1047]
agri-headline: ಜೆಸಿವಿಕೆ ಆವರಣದಲ್ಲಿ ಸಮಗ್ರ ಕೃಷಿ ಮತ್ತು ತೋಟಗಾರಿಕ ವಿಶ್ವವಿದ್ಯಾನಿಲಯ ಸ್ಥಾಪಿಸಿ	[14, 955, 331, 998]
notice-dipr-code: DIPR/TUM/582/KS/MCA/2024-25	[1166, 1135, 1255, 1142]
masthead-title-sub: Kannada daily	[493, 14, 565, 27]
ad-anjanadri-kannada-name: ಅಂಜನಾದ್ರಿ ಪ್ರಿಂಟರ್ಸ್	[269, 1228, 535, 1271]
ad-sriram-service-item: * Portfolio	[1120, 1389, 1196, 1408]
singer-para: ಹಲವಾರು ಸಂಗೀತ ನಿರ್ದೇಶಕರು, ಗಾಯಕ ಕಲಾವಿದರ ಜನಸ್ಥಳದ ಮಂಜಮ್ಮ ಮತ್ತು ರತ್ನಮ್ಮ ಅವರಿಗೆ ದೊಡ್ಡ ಗೌರವ ತಿಳಿಸಿ ಕಣ್ಣೀರು ಸುರಿಸಿದರು. ಅವರ ಪಾರ್ಥಿವ ಶರೀರಕ್ಕೆ ಅಂತಿಮ ನಮನ ಸಲ್ಲಿಸಲಾಯಿತು ಎಂದು ಕುಟುಂಬಸ್ಥರು ತಿಳಿಸಿದರು.	[1215, 314, 1498, 350]
notice-subtitle: ಟೆಂಡರ್ ಪ್ರಕಟಣೆ	[1307, 1020, 1351, 1030]
ad-sriram-contact	[803, 1470, 1496, 1533]
transport-caption: ಈ ಕುರಿತಂತೆ ತಂದಗ ಗ್ರಾಮಸ್ಥರು	[237, 874, 323, 884]
singer-para: ಈ ವೇಳೆ ಸ್ಥಳದಲ್ಲಿ ಸಂಗೀತ ಕ್ಷೇತ್ರಕ್ಕೆ ಅವರು ನೀಡಿದ ಕೊಡುಗೆ ಸ್ಮರಿಸಲಾಯಿತು. ಹಾಡುಗಾರಿಕೆಯ ಮೂಲಕ ನಾಡಿನ ಜನರ ಮನಗೆದ್ದಿದ್ದ ಅವರು, 2019 ರಲ್ಲಿ ಅಮಾನ್ಯಗಾರ ಸಹಕಾರದೊಂದಿಗೆ ಹಲವು ಕಾರ್ಯಕ್ರಮಗಳಲ್ಲಿ ಭಾಗವಹಿಸಿದ್ದರು.	[924, 118, 1207, 154]
agri-para: ಇದೇ ಮಾದರಿಯಲ್ಲಿ ಜಿಲೆವಿಕೆ ಆವರಣ, ಕೃಷಿ ವಿಶ್ವವಿದ್ಯಾನಿಲಯ, ಬೆಂಗಳೂರಲ್ಲಿ ಸಮಗ್ರ ಕೃಷಿ ಮತ್ತು ತೋಟಗಾರಿಕಾ ವಿಶ್ವವಿದ್ಯಾನಿಲಯ ಆರಂಭಿಸಬೇಕು ಎಂದು ಅತಿ ಜರುಗಾಗಿ ಸ್ಥಾಪಿಸಿದಂತೆ ಮುಖ್ಯಮಂತ್ರಿ ಸಿದ್ದರಾಮಯ್ಯ ಅವರನ್ನು, ಚಿಕ್ಕಿಕೆ, ನಿವೃತ್ತ ಪ್ರಾಧ್ಯಾಪಕ ಎನ್. ಎಸ್. ಮೋಹನ್ ಒತ್ತಾಯಿಸಿದ್ದಾರೆ.	[14, 1054, 183, 1117]
agri-para: ಕೋಲಾರ, ಚಿಕ್ಕಬಳ್ಳಾಪುರ, ರಾಮನಗರ, ತುಮಕೂರು ಮತ್ತು ಚಿತ್ರದುರ್ಗ ಜಿಲ್ಲೆಗಳ ರೈತರಿಗೆ ಉಪಯುಕ್ತವಾಗಲಿದೆ. ಆದ್ದರಿಂದ ಕೂಡಲೇ ಸರ್ಕಾರ ಸಮಗ್ರ ಕೃಷಿ ಮತ್ತು ತೋಟಗಾರಿಕೆ ವಿಶ್ವವಿದ್ಯಾಲಯ ಆರಂಭಿಸಬೇಕೆಂದು ಆಗ್ರಹಿಸಿದ್ದಾರೆ.	[14, 1176, 360, 1200]
oli-para: ಪ್ರತಿಭಟನೆಯಲ್ಲಿ ಸಲ್ಲಿಸಲಾಯಿತು. ಅಂತಿಮವಾಗಿ ದಂಡ ಸಂಘಟನೆಯ ಪರವಾಗಿ ಜಿಲ್ಲಾಧಿಕಾರಿ ಮೂಲಕ ಮುಖ್ಯಮಂತ್ರಿಗಳಿಗೆ ಮನವಿ ಸಲ್ಲಿಸಲಾಯಿತು. ಗಂಗಾಧರ, ರಾಜಣ್ಣ, ಚಿಕ್ಕಣ್ಣ, ಪ್ರಕಾಶ್, ಬಸವರಾಜು, ಶಿವಣ್ಣ, ಸೇರಿದಂತೆ ಹಲವರು ಪಾಲ್ಗೊಂಡಿದ್ದರು.	[1312, 694, 1498, 743]
ad-anjanadri-address: ಸ್ಥಳ: 4ನೇ ಅಡ್ಡರಸ್ತೆ, ವಿನಾಯಕ ಪೆಂಡಲ್ ಹತ್ತಿರ, ವಿನಾಯಕ ನಗರ, ತುಮಕೂರು.	[214, 1467, 590, 1484]
drama-col-3	[892, 992, 1138, 1118]
lead-col-2	[237, 86, 678, 410]
transport-para: ಕೂಡಲೇ ಗ್ರಾಮಕ್ಕೆ ಬಸ್ಸು ಸಂಚಾರ ಆರಂಭಿಸಬೇಕು ಇಲ್ಲದಿದ್ದರೆ ಮುಂದಿನ ದಿನಗಳಲ್ಲಿ ಉಗ್ರ ಹೋರಾಟ ನಡೆಸುವುದಾಗಿ ಎಚ್ಚರಿಸಿದರು.	[687, 733, 903, 756]
oli-col-3	[1313, 398, 1498, 676]
ad-sriram-brand: THOSI.KRISHNAMURTHY	[1342, 1487, 1489, 1501]
masthead-issue: Issue:179, Volume:12, Page: 4, Price: 1.00	[584, 14, 808, 27]
transport-para: ಈ ಸಂದರ್ಭ ಗ್ರಾಮದ ಮುಖಂಡರು ಹಾಗೂ ನೂರಾರು ಗ್ರಾಮಸ್ಥರು ಪಾಲ್ಗೊಂಡಿದ್ದರು.	[687, 764, 903, 787]
agri-story	[14, 952, 360, 1206]
masthead	[0, 0, 1512, 40]
transport-col-3	[687, 732, 902, 936]
singer-col-1	[924, 86, 1207, 358]
agri-para: ತುಮಕೂರು:ಕೃಷಿವಿಶ್ವವಿದ್ಯಾನಿಲಯ ಸಂಬಂಧಿಸಿದಂತೆ ಮುಂದ್ದ ಎ. ಸಿ. ಶಾಲಂಗಲ್ಲಿ ಕೃಷಿ ಮತ್ತು ತೋಟಗಾರಿಕಾ ವಿಶ್ವವಿದ್ಯಾನಿಲಯವನ್ನು ಸ್ಥಾಪಿಸಲು ನಿರ್ಧಾರ ಕೈಗೊಂಡಿದೆ.	[14, 1010, 183, 1046]
drama-col-1	[382, 992, 628, 1118]
masthead-info	[81, 14, 1261, 27]
mid-row	[14, 692, 1498, 936]
ad-sriram-service-item: * Pre/ post Wedding	[1120, 1344, 1270, 1362]
masthead-logo-kannada: ಪ್ರಜಾಮಾನ	[14, 6, 73, 25]
oli-para: ನ್ಯಾ.ಏ.ಜೆ.ಸದಾಶಿವ ಆಯೋಗವು ಸಮಾನ 7 ವರ್ಷಗಳ ಕಾಲ ಶ್ರಮ ಮಾಡಿ ವರದಿ ತಯಾರಿ ಮಾಡಿತ್ತೆ ಕಳೆದಕಾಲದ್ದು, ಸರಕಾರ ಅಂತೆ ಅಂಗೀಕರಿಸುತ್ತಿಲ್ಲ. ಕೂಡಲೇ ರಾಜ್ಯ ಸರಕಾರ ನ್ಯಾಯಾಲಯದ ಆದೇಶದಂತೆ ಒಳಮೀಸಲಾತಿ ಜಾರಿ ಮಾಡಬೇಕೆಂದು ಆಗ್ರಹಿಸಿದರು.	[1312, 399, 1498, 448]
oli-para: 1870 ಮೀಲಕಾವನ್ನು 101 ಜಾತಿ ಆಗುಗಾಣವಾ ಎಂಬಿಸಿ ಪರ್ಕಾರ ಸಮಾಜ ಹಂಚಿಕೆ ಮಾಡಬೇಕೆಂಬುದು ನಮ್ಮಗಳ	[924, 566, 1110, 590]
lead-col-1	[14, 86, 228, 410]
ad-sriram-service-item: * Event Management	[1120, 1435, 1276, 1453]
ad-sriram-service-item: * Candid photography	[1120, 1322, 1286, 1340]
singer-para: ತುಮಕೂರು ತಾಲ್ಲೂಕಿನ ಸೋಲದ ಪಾರ್ಕ್ ಪ್ರಖ್ಯಾತವಾಗಿದ್ದ ಸರಿಗಮ ಖ್ಯಾತಿಯವರಾದ ಮಂಜಮ್ಮ ಅವರು ಅನಾರೋಗ್ಯದಿಂದ ನಿಧನರಾದರು.	[924, 87, 1207, 109]
ad-sriram-email: E-Mail-thosikrishna@gmail.com	[810, 1487, 980, 1501]
agri-col-2	[191, 1009, 360, 1173]
ad-sriram-occasion-badge: all occasion Video, Digital Photograhy	[816, 1306, 1073, 1328]
drama-para: ಅಲ್ಲಿಸ ಎಂ.ಜಿ ರಸ್ತೆಯ ಬಾಲಭವನದಲ್ಲಿ ಇದೇ ತಿಂಗಳ 31 ರ ಶುಕ್ರವಾರ ಸಂಜೆ 6.30 ಕ್ಕೆ ಮೈಸೂರು ರಂಗಾಯಣದಿಂದ ಮೈ ಫ್ಯಾಮಿಲಿ ಎಂಬ ನಾಟಕ(ಹಬಿಟ್ಟ) ಆಯೋಜಿಸಲಾಗಿದೆ.	[382, 993, 628, 1016]
oli-photo	[1118, 398, 1303, 512]
lead-para: ಕುಷ್ಟ್ರೂಂದ ಸೊಲ್ಬಾರ್ ಪಾರ್ಕ್ ನಿರ್ಮಾಣಗಳ್ಳಿ ಮುಂದಾಗಿದ್ದಾರೆ. ಇದರ ನಿಲುಗಡೆಯಿಂದಾಗಿ ಕಾರ್ಮಿಕರ ಪ್ರಾಣ ಕಳೆದುಕೊಳ್ಳುವಂತಾಯಿತೆ ಎಂದರು.	[462, 303, 678, 325]
